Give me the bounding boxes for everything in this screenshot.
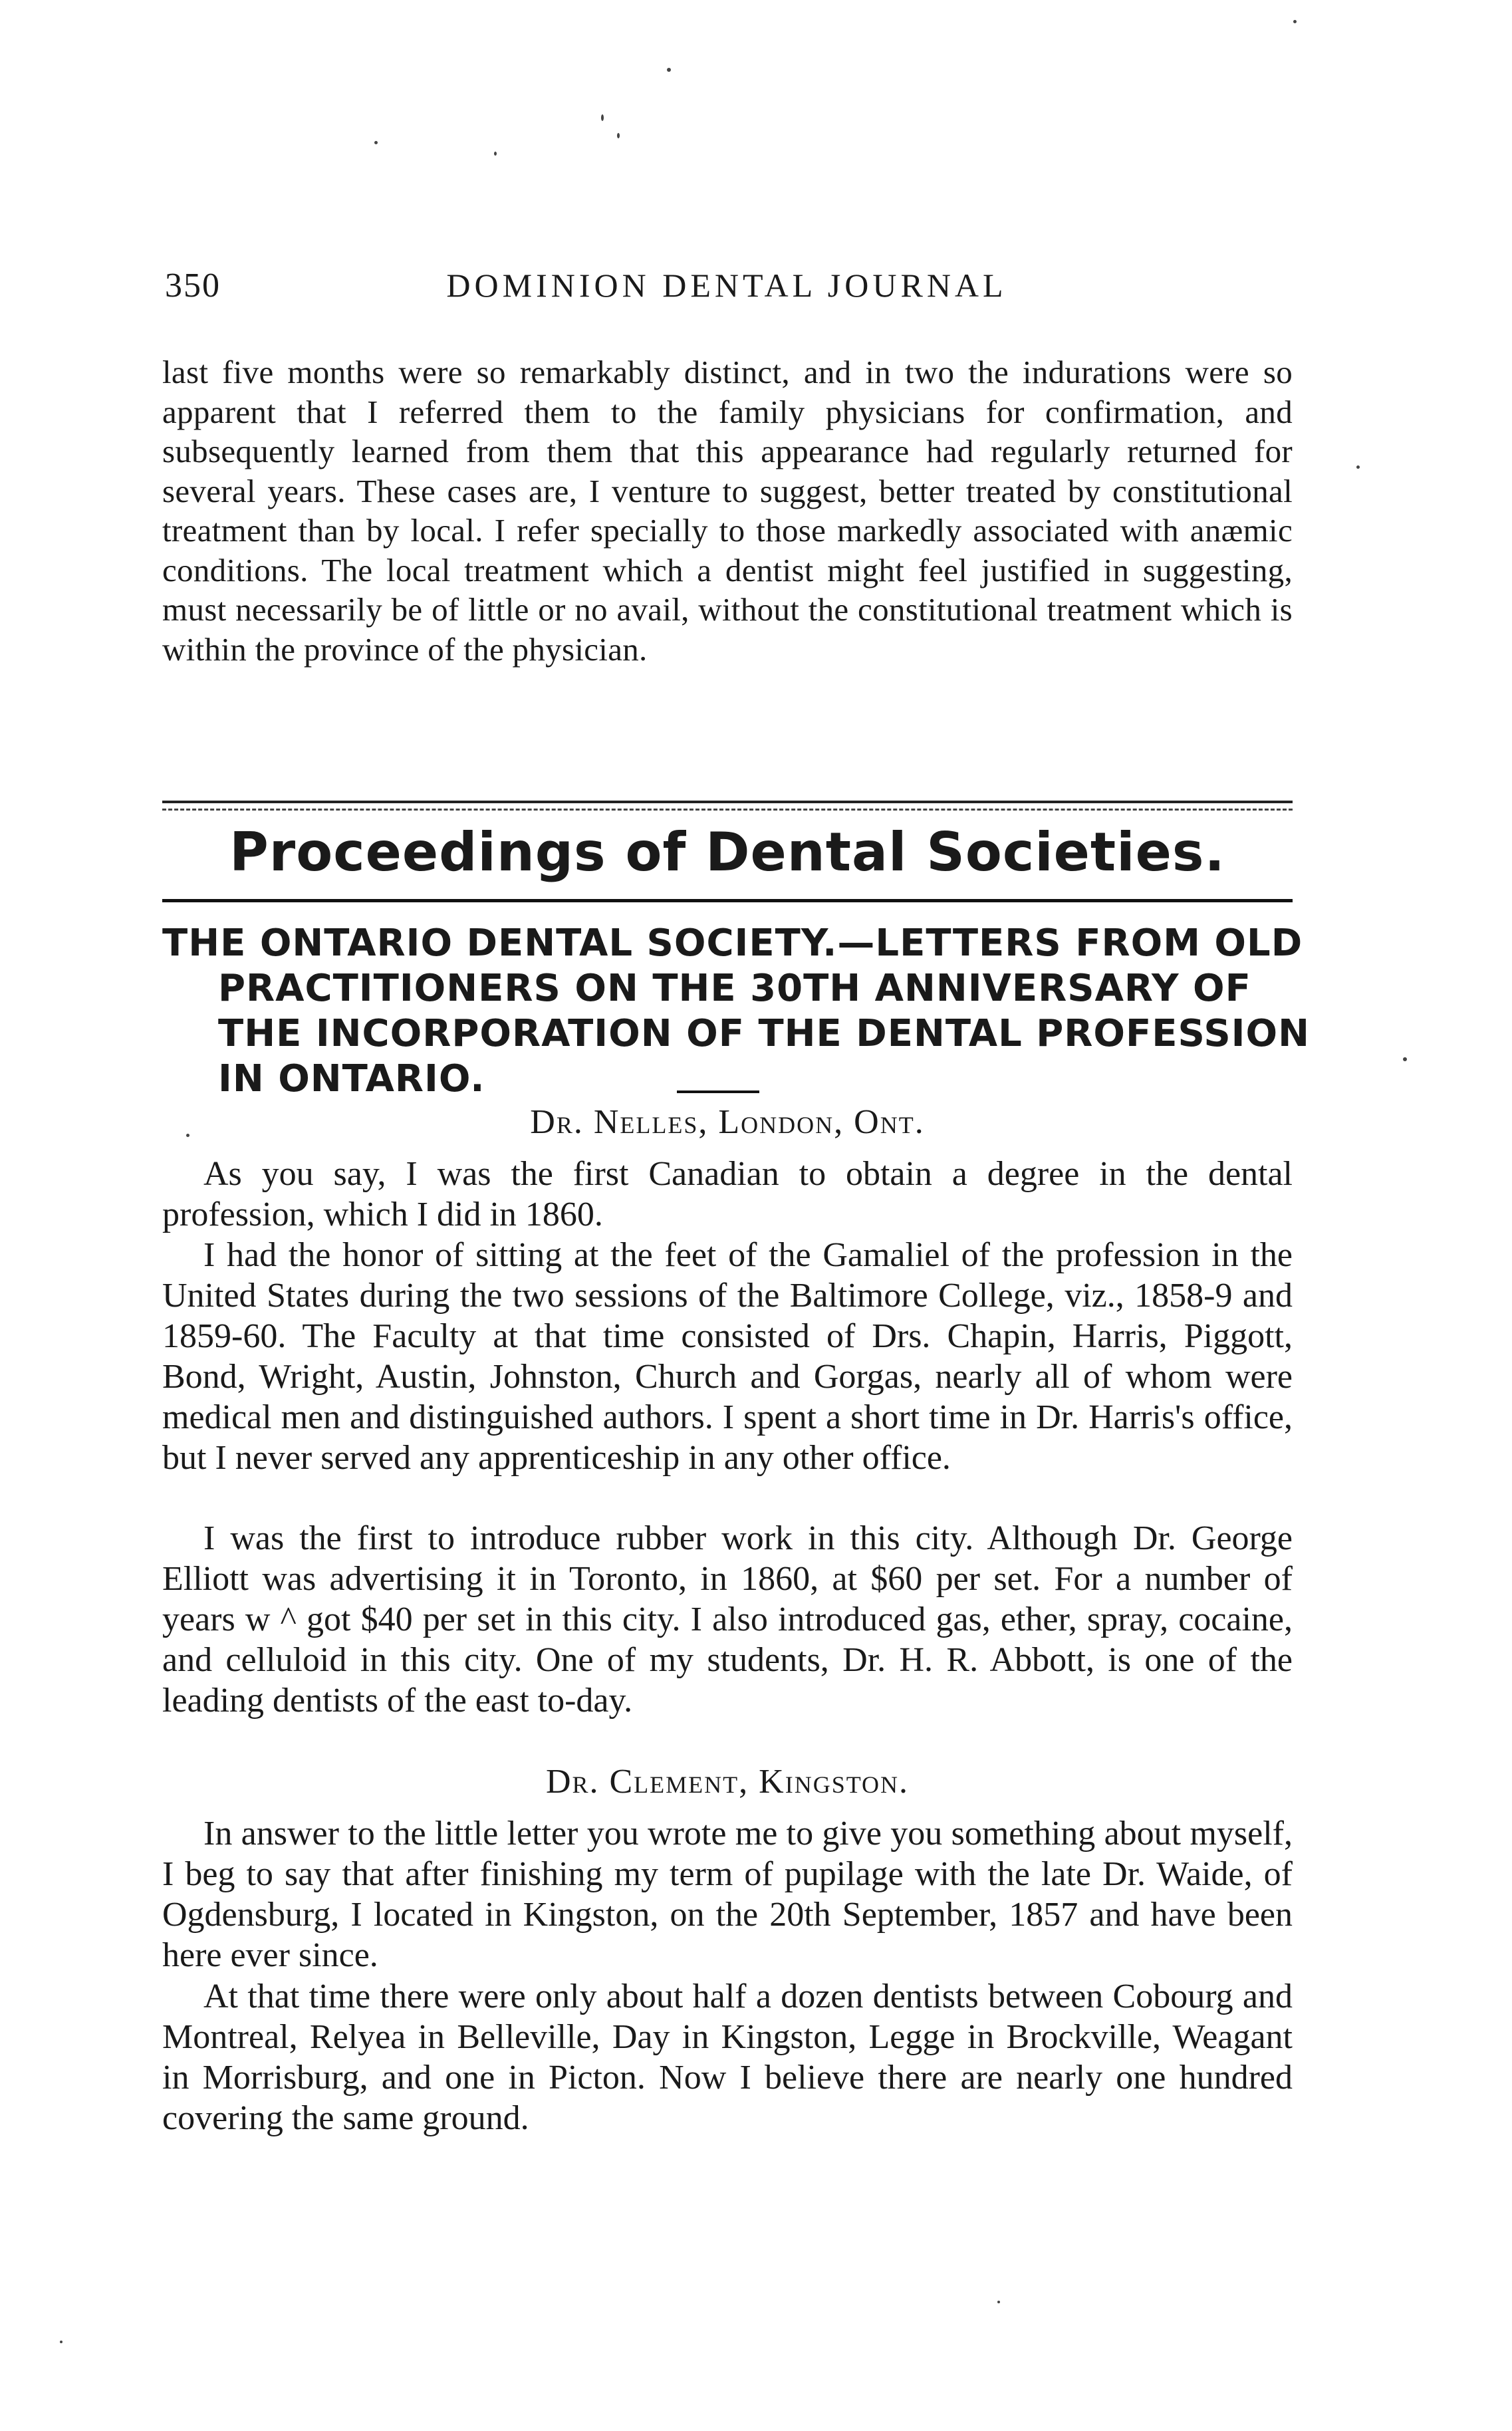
scan-speck [997, 2301, 1000, 2303]
article-heading [162, 921, 1310, 1102]
article-heading-line: THE INCORPORATION OF THE DENTAL PROFESSION [218, 1012, 1310, 1055]
scan-speck [494, 152, 497, 156]
scan-speck [1293, 20, 1297, 23]
section-rule-top-dashed [162, 809, 1293, 811]
section-title: Proceedings of Dental Societies. [229, 821, 1225, 883]
scan-speck [374, 141, 378, 144]
letter-paragraph: At that time there were only about half a dozen dentists between Cobourg and Montreal, Relyea in Belleville, Day in Kingston, Legge in Brockville, Weagant in Morrisburg, and one in Picton. Now I believe there are nearly one hundred covering the same ground. [162, 1978, 1293, 2137]
scan-speck [601, 114, 604, 121]
letter-paragraph: As you say, I was the first Canadian to obtain a degree in the dental profession, which I did in 1860. [162, 1155, 1293, 1233]
heading-short-rule [677, 1090, 759, 1093]
scan-speck [1356, 465, 1360, 469]
letter-paragraph: In answer to the little letter you wrote me to give you something about myself, I beg to say that after finishing my term of pupilage with the late Dr. Waide, of Ogdensburg, I located in Kingston, on the 20th September, 1857 and have been here ever since. [162, 1815, 1293, 1974]
letter-paragraph: I had the honor of sitting at the feet of the Gamaliel of the profession in the United States during the two sessions of the Baltimore College, viz., 1858-9 and 1859-60. The Faculty at that time consisted of Drs. Chapin, Harris, Piggott, Bond, Wright, Austin, Johnston, Church and Gorgas, nearly all of whom were medical men and distinguished authors. I spent a short time in Dr. Harris's office, but I never served any apprenticeship in any other office. [162, 1236, 1293, 1477]
running-head [165, 266, 1289, 319]
intro-paragraph: last five months were so remarkably distinct, and in two the indurations were so apparent that I referred them to the family physicians for confirmation, and subsequently learned from them that this appearance had regularly returned for several years. These cases are, I venture to suggest, better treated by constitutional treatment than by local. I refer specially to those markedly associated with anæmic conditions. The local treatment which a dentist might feel justified in suggesting, must necessarily be of little or no avail, without the constitutional treatment which is within the province of the physician. [162, 354, 1293, 668]
scan-speck [667, 68, 671, 72]
letter-paragraph: I was the first to introduce rubber work in this city. Although Dr. George Elliott was advertising it in Toronto, in 1860, at $60 per set. For a number of years w ^ got $40 per set in this city. I also introduced gas, ether, spray, cocaine, and celluloid in this city. One of my students, Dr. H. R. Abbott, is one of the leading dentists of the east to-day. [162, 1519, 1293, 1720]
section-rule-bottom [162, 899, 1293, 902]
section-rule-top [162, 801, 1293, 803]
article-heading-line: IN ONTARIO. [218, 1057, 485, 1100]
page-number: 350 [165, 267, 221, 305]
letter-heading-nelles: Dr. Nelles, London, Ont. [530, 1103, 925, 1141]
letter-heading-clement: Dr. Clement, Kingston. [545, 1763, 910, 1801]
journal-title: DOMINION DENTAL JOURNAL [446, 267, 1007, 304]
scan-speck [60, 2341, 63, 2343]
article-heading-line: THE ONTARIO DENTAL SOCIETY.—LETTERS FROM OLD [162, 922, 1303, 965]
article-heading-line: PRACTITIONERS ON THE 30TH ANNIVERSARY OF [218, 967, 1251, 1010]
scan-speck [617, 133, 620, 138]
scan-speck [1403, 1057, 1407, 1061]
